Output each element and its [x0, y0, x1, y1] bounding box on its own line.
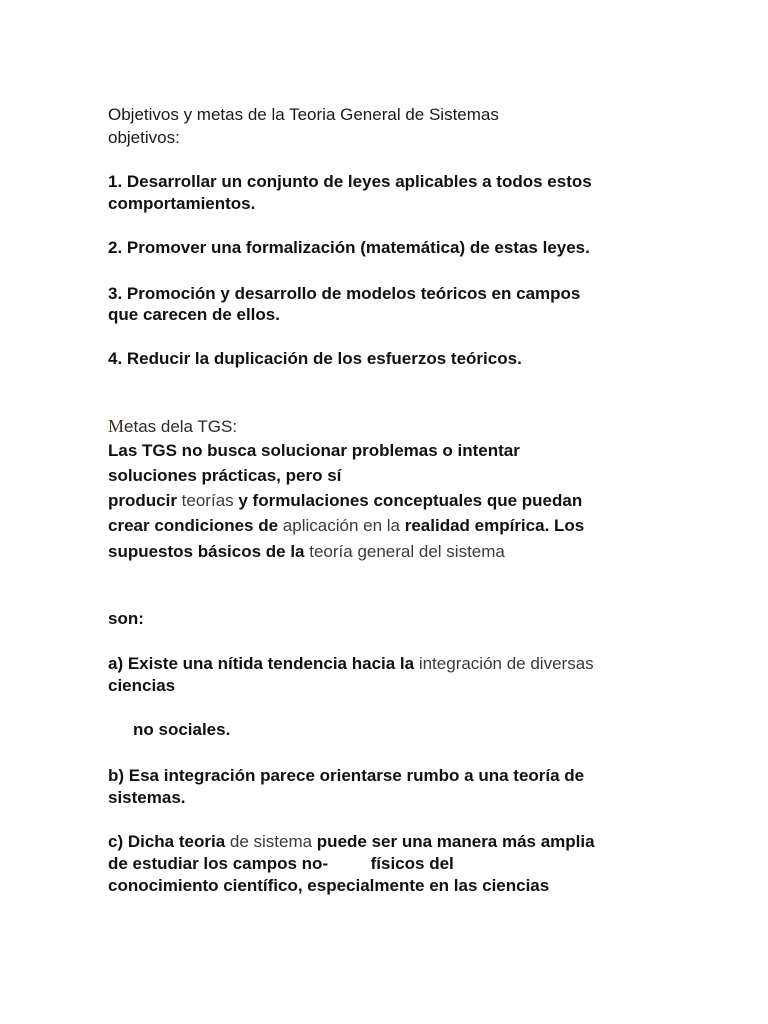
- supuesto-a-line-2: ciencias: [108, 676, 176, 695]
- objective-1-line-2: comportamientos.: [108, 194, 256, 213]
- text-segment: a) Existe una nítida tendencia hacia la: [108, 654, 419, 673]
- objective-1-line-1: 1. Desarrollar un conjunto de leyes aplicables a todos estos: [108, 172, 592, 191]
- text-segment: realidad empírica. Los: [400, 516, 585, 535]
- text-segment: y formulaciones conceptuales que puedan: [233, 491, 583, 510]
- objective-3-line-1: 3. Promoción y desarrollo de modelos teóricos en campos: [108, 284, 581, 303]
- link-teorias[interactable]: teorías: [181, 491, 234, 510]
- objective-4: 4. Reducir la duplicación de los esfuerzos teóricos.: [108, 349, 522, 368]
- son-label: son:: [108, 609, 144, 628]
- metas-paragraph-line-4: [108, 515, 584, 537]
- link-integracion[interactable]: integración de diversas: [418, 654, 594, 673]
- supuesto-b-line-2: sistemas.: [108, 788, 186, 807]
- metas-paragraph-line-2: soluciones prácticas, pero sí: [108, 466, 342, 485]
- metas-paragraph-line-1: Las TGS no busca solucionar problemas o intentar: [108, 441, 520, 460]
- metas-heading: [108, 415, 237, 438]
- supuesto-b-line-1: b) Esa integración parece orientarse rumbo a una teoría de: [108, 766, 585, 785]
- metas-paragraph-line-5: [108, 541, 505, 563]
- objective-2: 2. Promover una formalización (matemática) de estas leyes.: [108, 238, 590, 257]
- metas-heading-text: etas dela TGS:: [124, 417, 238, 436]
- objective-3-line-2: que carecen de ellos.: [108, 305, 280, 324]
- objectives-label: objetivos:: [108, 128, 180, 147]
- text-segment: supuestos básicos de la: [108, 542, 310, 561]
- text-segment: c) Dicha teoria: [108, 832, 230, 851]
- link-de-sistema[interactable]: de sistema: [229, 832, 313, 851]
- supuesto-c-line-2: de estudiar los campos no- físicos del: [108, 854, 454, 873]
- supuesto-c-line-1: [108, 831, 595, 853]
- supuesto-a-line-1: [108, 653, 594, 675]
- text-segment: producir: [108, 491, 182, 510]
- text-segment: puede ser una manera más amplia: [312, 832, 595, 851]
- document-title: Objetivos y metas de la Teoria General de Sistemas: [108, 105, 499, 124]
- text-segment: crear condiciones de: [108, 516, 283, 535]
- metas-paragraph-line-3: [108, 490, 582, 512]
- link-teoria-general-del-sistema[interactable]: teoría general del sistema: [309, 542, 505, 561]
- supuesto-c-line-3: conocimiento científico, especialmente en las ciencias: [108, 876, 550, 895]
- metas-heading-initial: M: [108, 416, 125, 436]
- supuesto-a-line-3: no sociales.: [133, 720, 231, 739]
- link-aplicacion[interactable]: aplicación en la: [282, 516, 400, 535]
